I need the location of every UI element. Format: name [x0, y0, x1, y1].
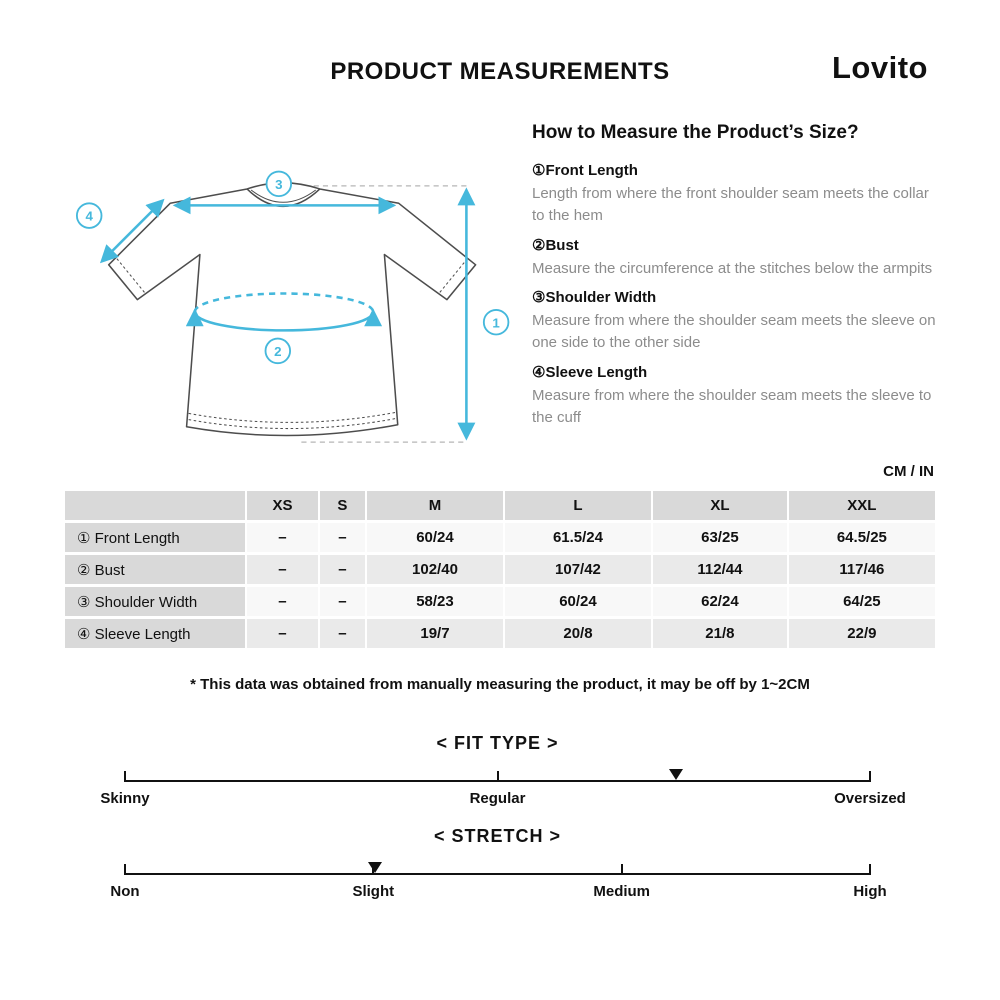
size-cell: 112/44	[653, 555, 787, 584]
column-header-xs: XS	[247, 491, 318, 520]
tshirt-diagram-svg	[55, 150, 517, 478]
fit-type-marker	[669, 769, 683, 780]
size-cell: 21/8	[653, 619, 787, 648]
annotation-shoulder-width	[267, 172, 292, 197]
fit-type-title: < FIT TYPE >	[436, 733, 559, 753]
table-header-row	[65, 491, 935, 520]
stretch-marker	[368, 862, 382, 873]
slider-label-skinny: Skinny	[100, 790, 150, 807]
size-cell: 22/9	[789, 619, 935, 648]
howto-section	[520, 120, 945, 478]
measure-section	[55, 120, 945, 478]
brand-logo: Lovito	[832, 50, 928, 85]
size-cell: 60/24	[367, 523, 503, 552]
column-header-m: M	[367, 491, 503, 520]
table-row-front-length	[65, 523, 935, 552]
size-cell: 107/42	[505, 555, 651, 584]
stretch-track	[125, 861, 870, 877]
size-cell: –	[320, 555, 365, 584]
size-cell: –	[320, 587, 365, 616]
table-row-bust	[65, 555, 935, 584]
slider-label-regular: Regular	[469, 790, 526, 807]
column-header-xl: XL	[653, 491, 787, 520]
tick	[621, 864, 623, 875]
tshirt-outline	[109, 183, 476, 436]
size-cell: 64/25	[789, 587, 935, 616]
row-label: ④ Sleeve Length	[65, 619, 245, 648]
howto-item-shoulder-width	[532, 287, 945, 355]
fit-type-track	[125, 768, 870, 784]
item-desc: Length from where the front shoulder seam meets the collar to the hem	[532, 184, 929, 225]
size-cell: –	[320, 523, 365, 552]
item-label: Front Length	[545, 162, 638, 179]
track-line	[125, 873, 870, 875]
page-title: PRODUCT MEASUREMENTS	[330, 58, 670, 85]
annotation-front-length	[484, 310, 509, 335]
annotation-number-4: 4	[85, 208, 93, 224]
howto-item-sleeve-length	[532, 362, 945, 430]
slider-label-slight: Slight	[352, 883, 395, 900]
size-cell: 64.5/25	[789, 523, 935, 552]
tick	[869, 771, 871, 782]
size-table	[63, 488, 937, 651]
row-label: ① Front Length	[65, 523, 245, 552]
size-cell: 19/7	[367, 619, 503, 648]
units-label: CM / IN	[883, 463, 934, 480]
item-label: Shoulder Width	[545, 289, 657, 306]
slider-label-oversized: Oversized	[834, 790, 906, 807]
item-desc: Measure the circumference at the stitches below the armpits	[532, 259, 933, 277]
slider-label-non: Non	[110, 883, 140, 900]
item-number: ③	[532, 289, 546, 306]
size-cell: –	[247, 619, 318, 648]
item-number: ②	[532, 236, 546, 254]
howto-title: How to Measure the Product’s Size?	[532, 122, 859, 143]
size-cell: 60/24	[505, 587, 651, 616]
tick	[124, 771, 126, 782]
tick	[497, 771, 499, 782]
item-desc: Measure from where the shoulder seam meets the sleeve to the cuff	[532, 386, 932, 426]
fit-type-labels	[100, 790, 906, 810]
annotation-number-1: 1	[492, 315, 500, 331]
howto-item-front-length	[532, 160, 945, 228]
howto-item-bust	[532, 235, 945, 280]
tick	[124, 864, 126, 875]
annotation-number-2: 2	[274, 344, 282, 360]
size-cell: 62/24	[653, 587, 787, 616]
size-cell: 58/23	[367, 587, 503, 616]
size-cell: 20/8	[505, 619, 651, 648]
annotation-number-3: 3	[275, 176, 283, 192]
size-cell: 63/25	[653, 523, 787, 552]
table-row-sleeve-length	[65, 619, 935, 648]
slider-label-medium: Medium	[593, 883, 651, 900]
stretch-title: < STRETCH >	[433, 826, 562, 846]
stretch-slider	[110, 826, 887, 903]
item-desc: Measure from where the shoulder seam meets the sleeve on one side to the other side	[532, 311, 936, 352]
size-cell: 117/46	[789, 555, 935, 584]
size-cell: 102/40	[367, 555, 503, 584]
tick	[869, 864, 871, 875]
fit-type-slider	[100, 733, 906, 810]
table-row-shoulder-width	[65, 587, 935, 616]
slider-label-high: High	[853, 883, 887, 900]
annotation-bust	[266, 339, 291, 364]
size-cell: –	[247, 523, 318, 552]
size-cell: –	[320, 619, 365, 648]
corner-cell	[65, 491, 245, 520]
row-label: ② Bust	[65, 555, 245, 584]
item-number: ④	[532, 363, 546, 381]
stretch-labels	[110, 883, 887, 903]
row-label: ③ Shoulder Width	[65, 587, 245, 616]
size-cell: –	[247, 555, 318, 584]
tshirt-diagram	[55, 120, 520, 478]
annotation-sleeve-length	[77, 203, 102, 228]
item-number: ①	[532, 162, 546, 179]
item-label: Bust	[545, 236, 579, 254]
column-header-xxl: XXL	[789, 491, 935, 520]
size-cell: –	[247, 587, 318, 616]
footnote: * This data was obtained from manually measuring the product, it may be off by 1~2CM	[190, 676, 810, 693]
column-header-s: S	[320, 491, 365, 520]
item-label: Sleeve Length	[545, 363, 648, 381]
size-cell: 61.5/24	[505, 523, 651, 552]
column-header-l: L	[505, 491, 651, 520]
